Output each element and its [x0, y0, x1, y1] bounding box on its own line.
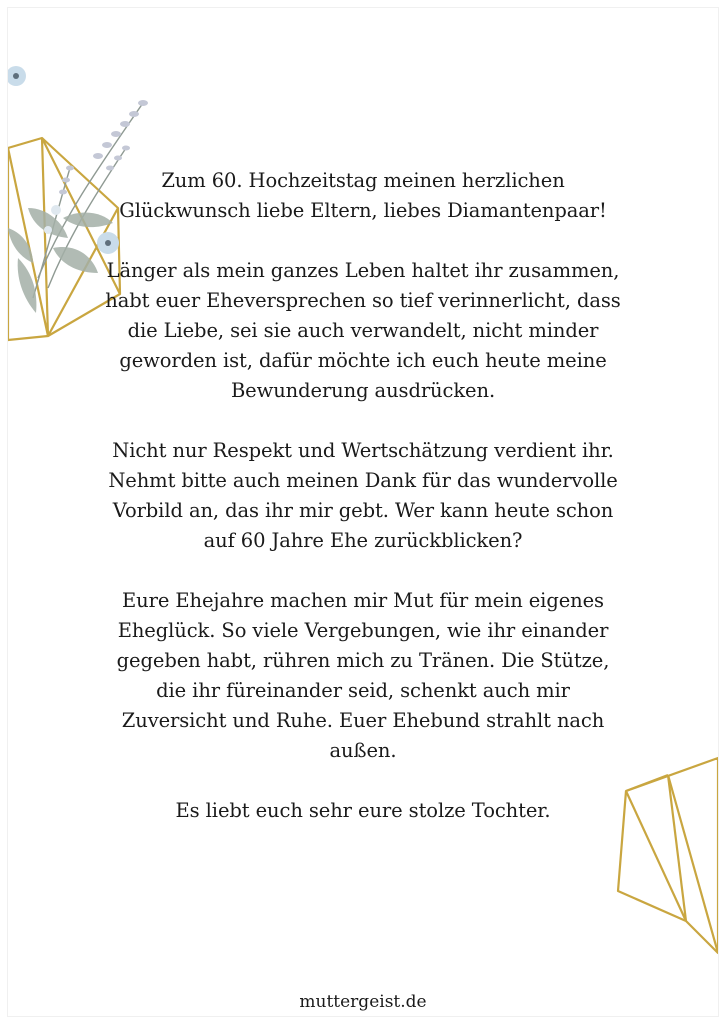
letter-text	[88, 166, 638, 826]
letter-greeting: Zum 60. Hochzeitstag meinen herzlichen Glückwunsch liebe Eltern, liebes Diamantenpaar!	[119, 169, 607, 222]
card-page	[8, 8, 718, 1016]
letter-paragraph-3: Eure Ehejahre machen mir Mut für mein eigenes Eheglück. So viele Vergebungen, wie ihr einander gegeben habt, rühren mich zu Tränen. Die Stütze, die ihr füreinander seid, schenkt auch mir Zuversicht und Ruhe. Euer Ehebund strahlt nach außen.	[116, 589, 610, 762]
letter-paragraph-1: Länger als mein ganzes Leben haltet ihr zusammen, habt euer Eheversprechen so tief verinnerlicht, dass die Liebe, sei sie auch verwandelt, nicht minder geworden ist, dafür möchte ich euch heute meine Bewunderung ausdrücken.	[105, 259, 621, 402]
letter-paragraph-2: Nicht nur Respekt und Wertschätzung verdient ihr. Nehmt bitte auch meinen Dank für das wundervolle Vorbild an, das ihr mir gebt. Wer kann heute schon auf 60 Jahre Ehe zurückblicken?	[108, 439, 618, 552]
footer-source: muttergeist.de	[299, 992, 427, 1012]
letter-closing: Es liebt euch sehr eure stolze Tochter.	[175, 799, 551, 822]
